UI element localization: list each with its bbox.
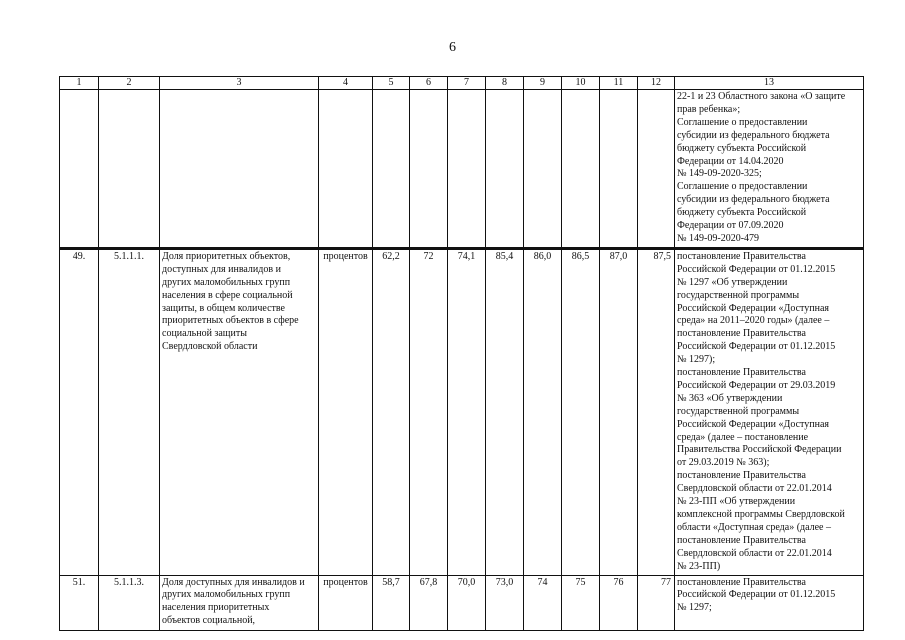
source-document-line: Соглашение о предоставлении [677, 116, 808, 128]
source-document-line: Свердловской области от 22.01.2014 [677, 483, 832, 495]
table-row [60, 249, 864, 575]
column-header-12: 12 [638, 77, 675, 90]
value-7: 74,1 [448, 249, 486, 575]
source-document-line: государственной программы [677, 405, 800, 417]
source-document-line: субсидии из федерального бюджета [677, 129, 830, 141]
unit-cell: процентов [319, 575, 373, 630]
column-header-10: 10 [562, 77, 600, 90]
value-5 [373, 90, 410, 248]
table-body [60, 77, 864, 631]
value-8 [486, 90, 524, 248]
indicator-name-line: доступных для инвалидов и [162, 263, 281, 275]
source-document-line: постановление Правительства [677, 367, 806, 379]
source-document-line: Соглашение о предоставлении [677, 181, 808, 193]
source-document-line: среда» на 2011–2020 годы» (далее – [677, 315, 830, 327]
source-document [675, 575, 864, 630]
source-document-line: № 363 «Об утверждении [677, 392, 783, 404]
indicator-name-line: Доля доступных для инвалидов и [162, 576, 305, 588]
value-8: 73,0 [486, 575, 524, 630]
row-number [60, 90, 99, 248]
source-document-line: постановление Правительства [677, 470, 806, 482]
value-6 [410, 90, 448, 248]
value-7: 70,0 [448, 575, 486, 630]
source-document-line: бюджету субъекта Российской [677, 207, 807, 219]
source-document-line: Российской Федерации от 01.12.2015 [677, 589, 836, 601]
column-header-13: 13 [675, 77, 864, 90]
unit-cell [319, 90, 373, 248]
column-header-3: 3 [160, 77, 319, 90]
table-row [60, 575, 864, 630]
source-document-line: № 23-ПП «Об утверждении [677, 496, 796, 508]
indicator-name-line: объектов социальной, [162, 615, 256, 627]
source-document-line: 22-1 и 23 Областного закона «О защите [677, 91, 846, 102]
value-9: 86,0 [524, 249, 562, 575]
source-document-line: постановление Правительства [677, 328, 806, 340]
column-header-4: 4 [319, 77, 373, 90]
source-document-line: от 29.03.2019 № 363); [677, 457, 770, 469]
value-6: 67,8 [410, 575, 448, 630]
source-document-line: Федерации от 14.04.2020 [677, 155, 784, 167]
indicator-name [160, 575, 319, 630]
indicator-code: 5.1.1.1. [99, 249, 160, 575]
unit-cell: процентов [319, 249, 373, 575]
source-document-line: области «Доступная среда» (далее – [677, 521, 831, 533]
indicator-code: 5.1.1.3. [99, 575, 160, 630]
source-document-line: № 149-09-2020-479 [677, 232, 760, 244]
indicator-name-line: населения приоритетных [162, 602, 270, 614]
table-row [60, 90, 864, 248]
source-document-line: комплексной программы Свердловской [677, 509, 845, 520]
indicator-name-line: населения в сфере социальной [162, 289, 293, 301]
indicator-name [160, 90, 319, 248]
indicator-code [99, 90, 160, 248]
indicator-name [160, 249, 319, 575]
source-document-line: Российской Федерации «Доступная [677, 302, 829, 314]
value-12: 87,5 [638, 249, 675, 575]
value-5: 58,7 [373, 575, 410, 630]
source-document-line: № 149-09-2020-325; [677, 168, 762, 180]
source-document-line: № 23-ПП) [677, 560, 721, 572]
source-document-line: постановление Правительства [677, 534, 806, 546]
column-header-9: 9 [524, 77, 562, 90]
value-10 [562, 90, 600, 248]
indicator-name-line: социальной защиты [162, 328, 247, 340]
value-7 [448, 90, 486, 248]
header-row [60, 77, 864, 90]
source-document-line: государственной программы [677, 289, 800, 301]
source-document-line: Российской Федерации от 29.03.2019 [677, 379, 836, 391]
indicator-name-line: Свердловской области [162, 341, 258, 353]
column-header-7: 7 [448, 77, 486, 90]
source-document-line: Российской Федерации «Доступная [677, 418, 829, 430]
column-header-11: 11 [600, 77, 638, 90]
row-number: 51. [60, 575, 99, 630]
source-document [675, 90, 864, 248]
source-document-line: Федерации от 07.09.2020 [677, 220, 784, 232]
value-9: 74 [524, 575, 562, 630]
source-document-line: Свердловской области от 22.01.2014 [677, 547, 832, 559]
source-document-line: бюджету субъекта Российской [677, 142, 807, 154]
source-document-line: прав ребенка»; [677, 103, 741, 115]
column-header-2: 2 [99, 77, 160, 90]
indicator-name-line: приоритетных объектов в сфере [162, 315, 299, 327]
value-11 [600, 90, 638, 248]
value-8: 85,4 [486, 249, 524, 575]
value-11: 87,0 [600, 249, 638, 575]
indicator-name-line: защиты, в общем количестве [162, 302, 285, 314]
value-12: 77 [638, 575, 675, 630]
page-number: 6 [449, 40, 456, 55]
source-document-line: Правительства Российской Федерации [677, 444, 842, 456]
column-header-6: 6 [410, 77, 448, 90]
value-5: 62,2 [373, 249, 410, 575]
source-document-line: постановление Правительства [677, 576, 806, 588]
value-11: 76 [600, 575, 638, 630]
indicator-name-line: Доля приоритетных объектов, [162, 250, 291, 262]
source-document-line: № 1297; [677, 602, 712, 614]
source-document-line: Российской Федерации от 01.12.2015 [677, 263, 836, 275]
source-document [675, 249, 864, 575]
source-document-line: постановление Правительства [677, 250, 806, 262]
column-header-8: 8 [486, 77, 524, 90]
indicator-name-line: других маломобильных групп [162, 276, 291, 288]
source-document-line: № 1297 «Об утверждении [677, 276, 788, 288]
source-document-line: среда» (далее – постановление [677, 431, 809, 443]
source-document-line: Российской Федерации от 01.12.2015 [677, 341, 836, 353]
source-document-line: субсидии из федерального бюджета [677, 194, 830, 206]
value-10: 86,5 [562, 249, 600, 575]
row-number: 49. [60, 249, 99, 575]
indicator-name-line: других маломобильных групп [162, 589, 291, 601]
column-header-1: 1 [60, 77, 99, 90]
value-12 [638, 90, 675, 248]
value-10: 75 [562, 575, 600, 630]
value-9 [524, 90, 562, 248]
indicators-table [59, 76, 864, 631]
value-6: 72 [410, 249, 448, 575]
column-header-5: 5 [373, 77, 410, 90]
source-document-line: № 1297); [677, 354, 716, 366]
